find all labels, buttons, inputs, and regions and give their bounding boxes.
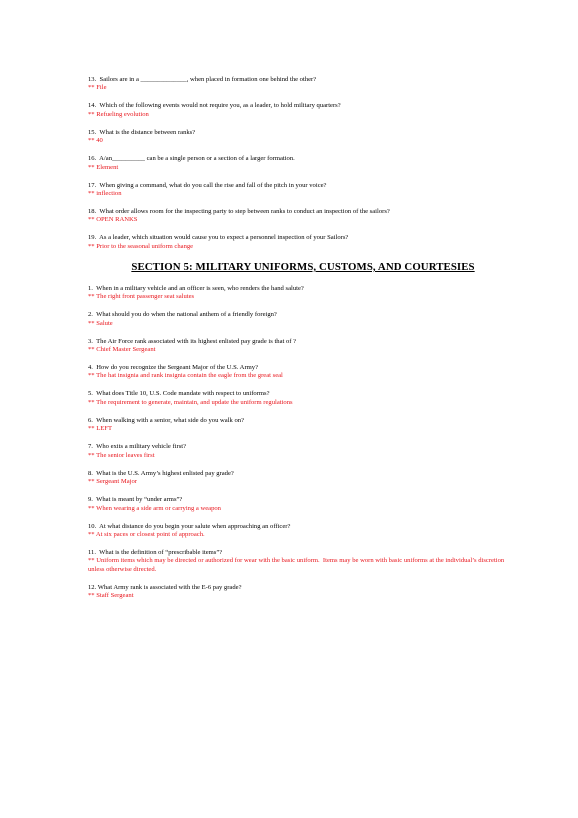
question-text: 3. The Air Force rank associated with its highest enlisted pay grade is that of ? bbox=[88, 337, 297, 345]
qa-item bbox=[88, 496, 518, 513]
answer-text: ** inflection bbox=[88, 190, 122, 198]
question-text: 12. What Army rank is associated with the E-6 pay grade? bbox=[88, 583, 242, 591]
question-text: 9. What is meant by “under arms”? bbox=[88, 496, 183, 504]
question-text: 11. What is the definition of “prescribable items”? bbox=[88, 548, 223, 556]
question-text: 4. How do you recognize the Sergeant Major of the U.S. Army? bbox=[88, 364, 258, 372]
section-heading: SECTION 5: MILITARY UNIFORMS, CUSTOMS, AND COURTESIES bbox=[131, 260, 475, 273]
qa-item bbox=[88, 443, 518, 460]
question-text: 14. Which of the following events would not require you, as a leader, to hold military quarters? bbox=[88, 102, 341, 110]
answer-text: ** The right front passenger seat salutes bbox=[88, 293, 195, 301]
qa-item bbox=[88, 390, 518, 407]
answer-text: ** OPEN RANKS bbox=[88, 216, 138, 224]
answer-text: ** Chief Master Sergeant bbox=[88, 346, 156, 354]
question-text: 15. What is the distance between ranks? bbox=[88, 128, 196, 136]
answer-text: ** LEFT bbox=[88, 425, 112, 433]
question-text: 8. What is the U.S. Army’s highest enlisted pay grade? bbox=[88, 469, 234, 477]
qa-item bbox=[88, 208, 518, 225]
question-text: 16. A/an__________ can be a single person or a section of a larger formation. bbox=[88, 155, 295, 163]
answer-text: ** File bbox=[88, 84, 107, 92]
question-list-part2 bbox=[88, 285, 518, 601]
qa-item bbox=[88, 417, 518, 434]
question-text: 18. What order allows room for the inspecting party to step between ranks to conduct an inspection of the sailors? bbox=[88, 208, 390, 216]
question-text: 6. When walking with a senior, what side do you walk on? bbox=[88, 416, 245, 424]
answer-text: ** The hat insignia and rank insignia contain the eagle from the great seal bbox=[88, 372, 283, 380]
answer-text: ** The requirement to generate, maintain, and update the uniform regulations bbox=[88, 398, 293, 406]
question-text: 7. Who exits a military vehicle first? bbox=[88, 443, 187, 451]
question-text: 17. When giving a command, what do you call the rise and fall of the pitch in your voice? bbox=[88, 181, 327, 189]
question-list-part1 bbox=[88, 76, 518, 251]
answer-text: ** Sergeant Major bbox=[88, 478, 137, 486]
qa-item bbox=[88, 364, 518, 381]
answer-text: ** When wearing a side arm or carrying a weapon bbox=[88, 504, 221, 512]
qa-item bbox=[88, 470, 518, 487]
qa-item bbox=[88, 285, 518, 302]
question-text: 1. When in a military vehicle and an officer is seen, who renders the hand salute? bbox=[88, 284, 304, 292]
answer-text: ** At six paces or closest point of approach. bbox=[88, 530, 205, 538]
qa-item bbox=[88, 102, 518, 119]
question-text: 2. What should you do when the national anthem of a friendly foreign? bbox=[88, 311, 277, 319]
answer-text: ** Refueling evolution bbox=[88, 110, 149, 118]
answer-text: ** Uniform items which may be directed or authorized for wear with the basic uniform. Items may be worn with basic uniforms at the individual’s discretion unless otherwise directed. bbox=[88, 557, 506, 573]
qa-item bbox=[88, 549, 518, 574]
question-text: 19. As a leader, which situation would cause you to expect a personnel inspection of your Sailors? bbox=[88, 234, 349, 242]
question-text: 5. What does Title 10, U.S. Code mandate with respect to uniforms? bbox=[88, 390, 270, 398]
answer-text: ** 40 bbox=[88, 137, 103, 145]
qa-item bbox=[88, 76, 518, 93]
qa-item bbox=[88, 182, 518, 199]
document-page bbox=[88, 76, 518, 610]
qa-item bbox=[88, 129, 518, 146]
answer-text: ** Staff Sergeant bbox=[88, 592, 134, 600]
answer-text: ** Salute bbox=[88, 319, 113, 327]
qa-item bbox=[88, 338, 518, 355]
answer-text: ** Element bbox=[88, 163, 119, 171]
qa-item bbox=[88, 234, 518, 251]
qa-item bbox=[88, 311, 518, 328]
question-text: 10. At what distance do you begin your salute when approaching an officer? bbox=[88, 522, 291, 530]
qa-item bbox=[88, 155, 518, 172]
qa-item bbox=[88, 523, 518, 540]
qa-item bbox=[88, 584, 518, 601]
question-text: 13. Sailors are in a ______________, when placed in formation one behind the other? bbox=[88, 76, 317, 83]
answer-text: ** The senior leaves first bbox=[88, 451, 155, 459]
answer-text: ** Prior to the seasonal uniform change bbox=[88, 242, 194, 250]
